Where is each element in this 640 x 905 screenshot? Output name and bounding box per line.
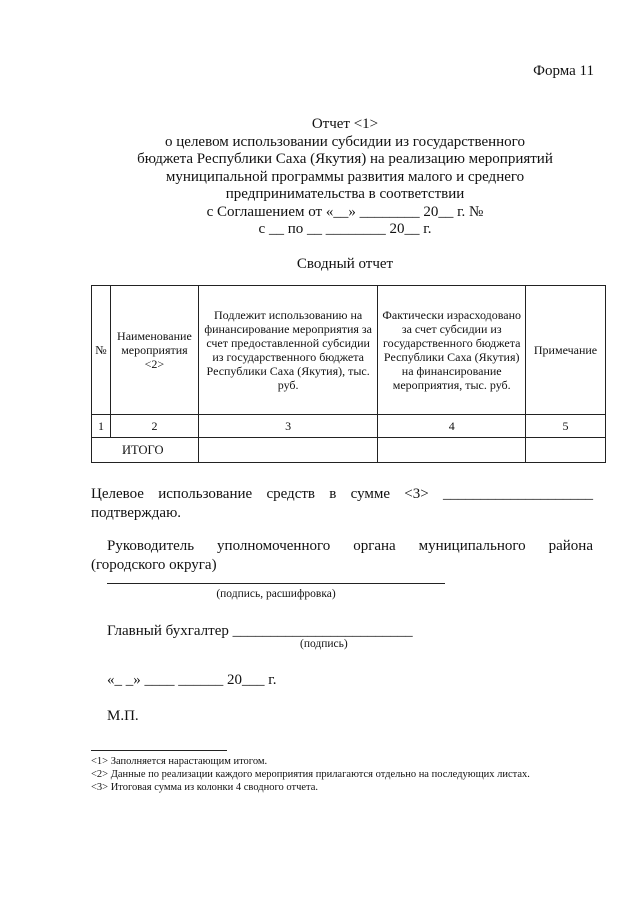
summary-title: Сводный отчет bbox=[296, 256, 394, 272]
confirmation-line-2: подтверждаю. bbox=[91, 505, 182, 521]
head-title-line: Руководитель уполномоченного органа муниципального района bbox=[107, 538, 593, 554]
title-line: с __ по __ ________ 20__ г. bbox=[258, 221, 432, 237]
header-cell-spent: Фактически израсходовано за счет субсидии из государственного бюджета Республики Саха (Якутия) на финансирование мероприятия, тыс. руб. bbox=[378, 286, 526, 415]
title-line: бюджета Республики Саха (Якутия) на реализацию мероприятий bbox=[137, 151, 553, 167]
head-title-line-2: (городского округа) bbox=[91, 557, 217, 573]
footnote: <3> Итоговая сумма из колонки 4 сводного отчета. bbox=[91, 782, 319, 793]
accountant-line: Главный бухгалтер ________________________ bbox=[107, 623, 413, 639]
column-number: 5 bbox=[526, 415, 606, 438]
date-line: «_ _» ____ ______ 20___ г. bbox=[107, 672, 277, 688]
total-planned-cell[interactable] bbox=[198, 438, 377, 463]
footnote: <2> Данные по реализации каждого мероприятия прилагаются отдельно на последующих листах. bbox=[91, 769, 530, 780]
title-line: о целевом использовании субсидии из государственного bbox=[165, 133, 525, 150]
total-note-cell[interactable] bbox=[526, 438, 606, 463]
footnotes bbox=[91, 755, 530, 794]
title-line: муниципальной программы развития малого и среднего bbox=[165, 168, 525, 185]
title-line: Отчет <1> bbox=[311, 116, 379, 132]
table-header-row bbox=[92, 286, 606, 415]
summary-table bbox=[91, 285, 606, 463]
head-signature-line[interactable] bbox=[107, 583, 445, 584]
header-cell-number: № bbox=[92, 286, 111, 415]
footnote: <1> Заполняется нарастающим итогом. bbox=[91, 756, 268, 767]
total-spent-cell[interactable] bbox=[378, 438, 526, 463]
total-row bbox=[92, 438, 606, 463]
title-line: предпринимательства в соответствии bbox=[225, 186, 465, 202]
header-cell-event-name: Наименование мероприятия <2> bbox=[110, 286, 198, 415]
column-number: 3 bbox=[198, 415, 377, 438]
confirmation-line: Целевое использование средств в сумме <3> ____________________ bbox=[91, 486, 593, 502]
accountant-caption: (подпись) bbox=[300, 638, 348, 650]
stamp-label: М.П. bbox=[107, 708, 139, 724]
column-number: 2 bbox=[110, 415, 198, 438]
header-cell-note: Примечание bbox=[526, 286, 606, 415]
footnote-separator bbox=[91, 750, 227, 751]
column-number: 1 bbox=[92, 415, 111, 438]
form-number: Форма 11 bbox=[533, 63, 594, 79]
header-cell-planned: Подлежит использованию на финансирование мероприятия за счет предоставленной субсидии из государственного бюджета Республики Саха (Якутия), тыс. руб. bbox=[198, 286, 377, 415]
column-number-row bbox=[92, 415, 606, 438]
report-title bbox=[90, 116, 600, 239]
total-label: ИТОГО bbox=[92, 438, 199, 463]
column-number: 4 bbox=[378, 415, 526, 438]
head-signature-caption: (подпись, расшифровка) bbox=[216, 588, 336, 600]
title-line: с Соглашением от «__» ________ 20__ г. № bbox=[206, 203, 484, 220]
